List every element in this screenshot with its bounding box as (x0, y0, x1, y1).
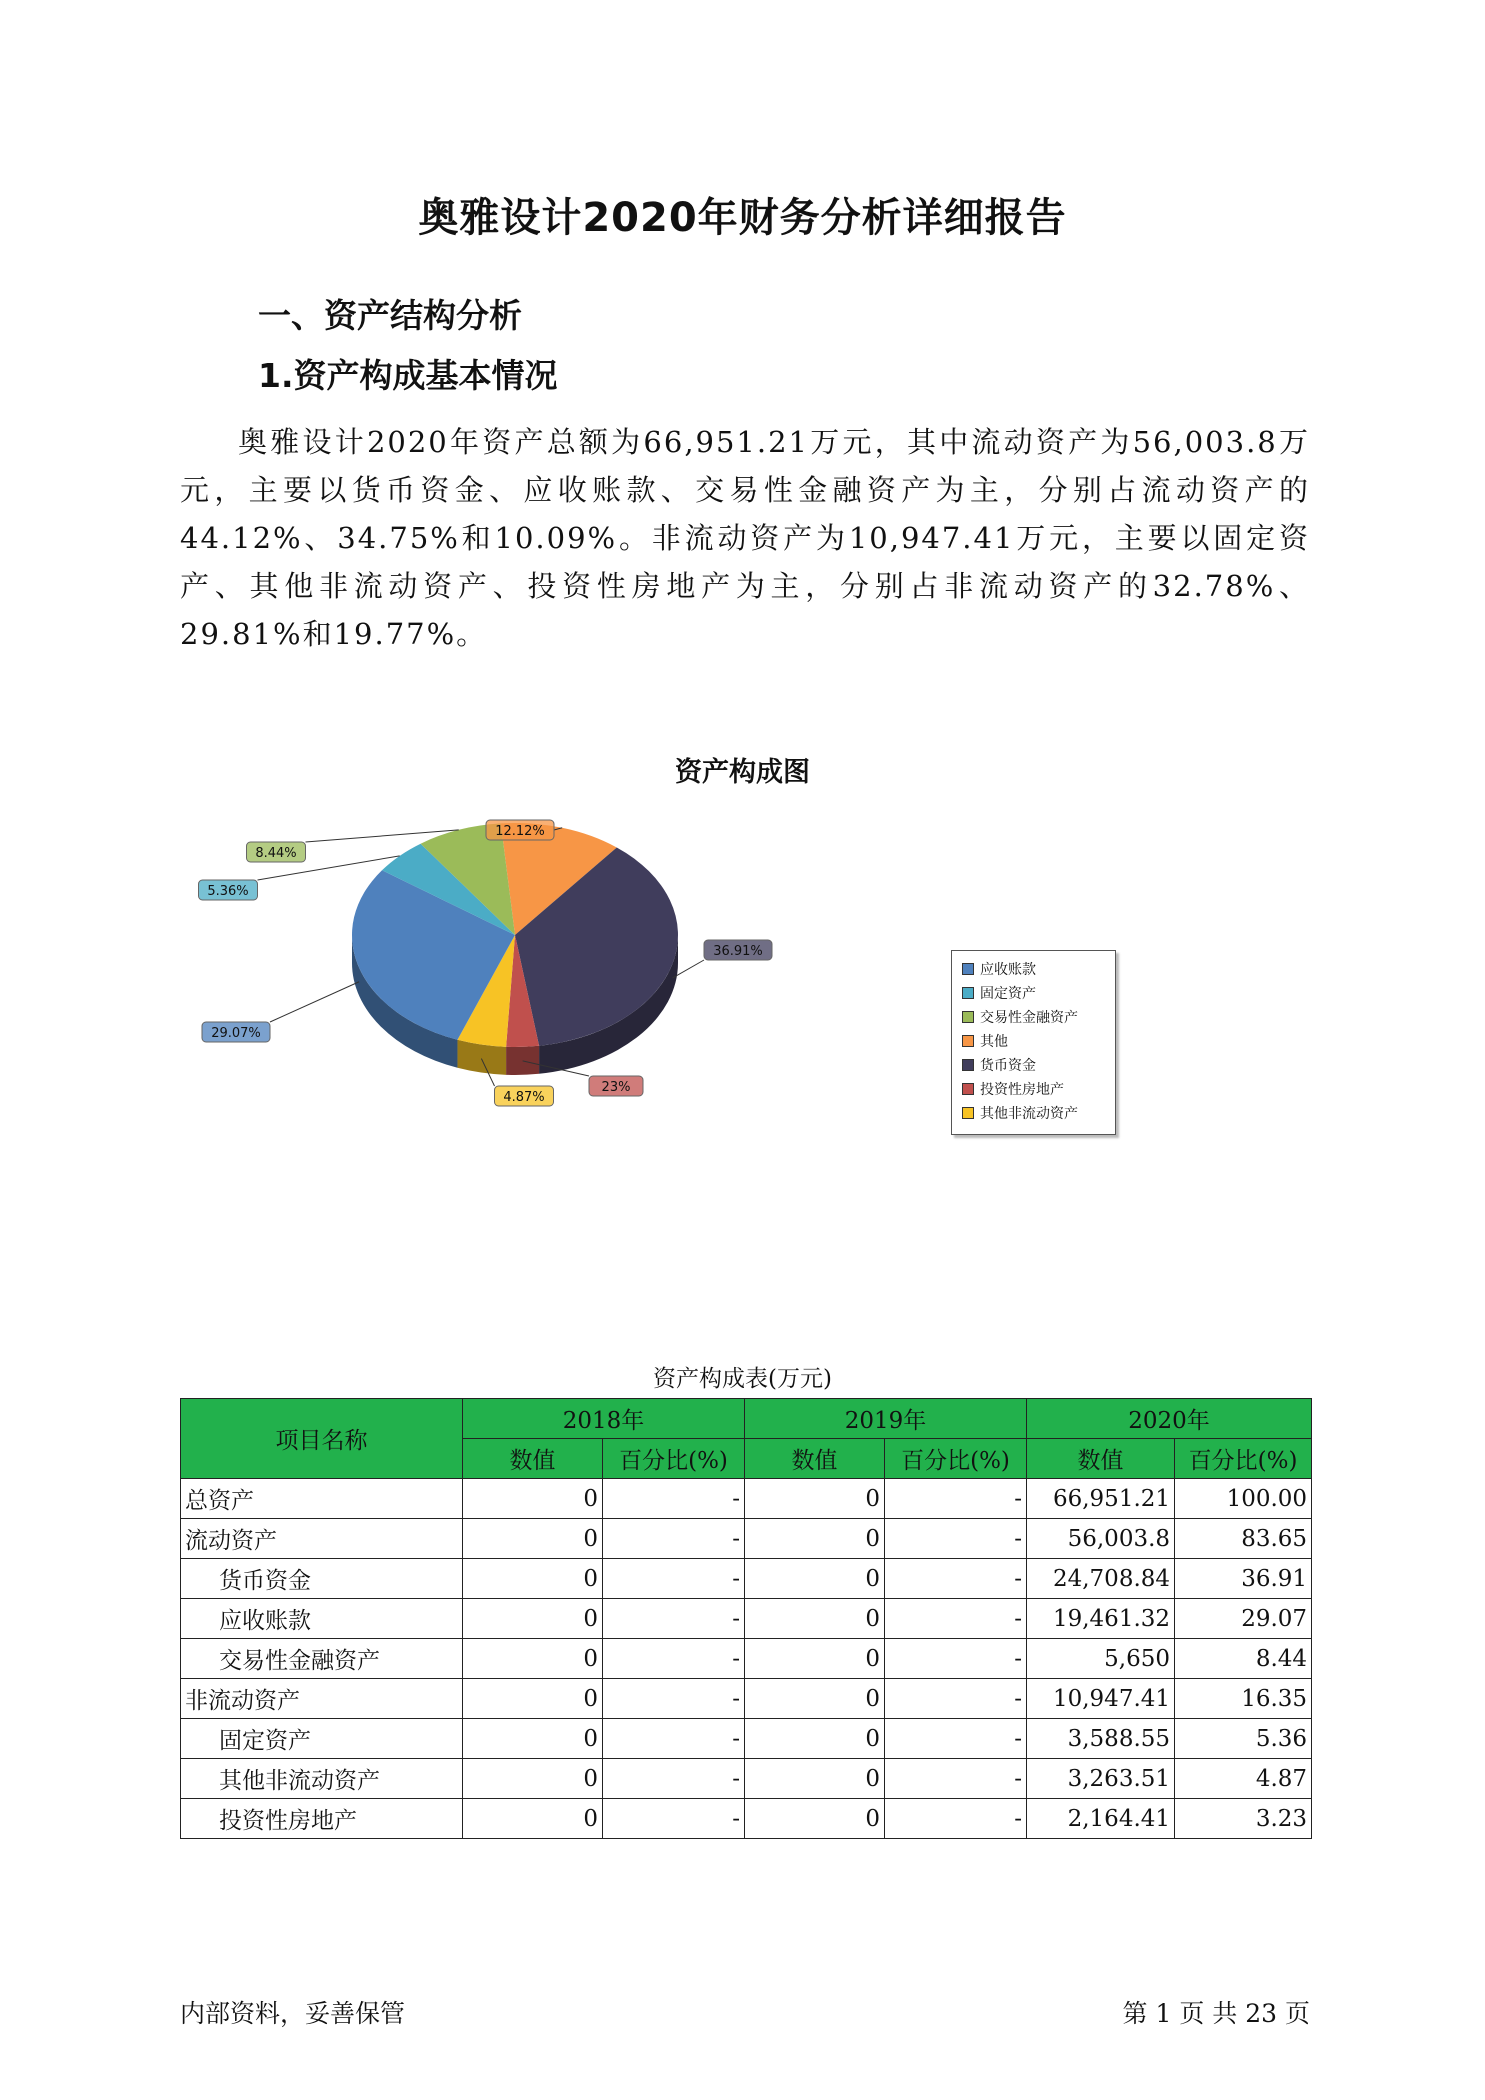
legend-swatch (962, 1035, 974, 1047)
legend-item (962, 1077, 1115, 1101)
section-heading: 一、资产结构分析 (258, 296, 522, 335)
cell-v2018: 0 (463, 1599, 603, 1639)
cell-v2018: 0 (463, 1679, 603, 1719)
legend-item (962, 1101, 1115, 1125)
cell-p2019: - (885, 1479, 1027, 1519)
cell-p2020: 29.07 (1175, 1599, 1312, 1639)
cell-v2019: 0 (745, 1759, 885, 1799)
legend-label: 货币资金 (980, 1058, 1036, 1074)
row-label: 应收账款 (181, 1599, 463, 1639)
table-row (181, 1519, 1312, 1559)
table-row (181, 1599, 1312, 1639)
legend-item (962, 981, 1115, 1005)
header-year-2020: 2020年 (1027, 1399, 1312, 1439)
data-label: 12.12% (495, 824, 545, 839)
cell-p2020: 16.35 (1175, 1679, 1312, 1719)
legend-swatch (962, 1083, 974, 1095)
cell-p2019: - (885, 1639, 1027, 1679)
legend-label: 应收账款 (980, 962, 1036, 978)
cell-p2018: - (603, 1559, 745, 1599)
cell-v2018: 0 (463, 1799, 603, 1839)
cell-v2019: 0 (745, 1639, 885, 1679)
footer-page-number: 第 1 页 共 23 页 (1122, 1999, 1310, 2028)
legend-swatch (962, 1059, 974, 1071)
legend-swatch (962, 1107, 974, 1119)
data-label: 4.87% (503, 1090, 545, 1105)
table-row (181, 1799, 1312, 1839)
cell-v2020: 56,003.8 (1027, 1519, 1175, 1559)
cell-p2019: - (885, 1759, 1027, 1799)
asset-table (180, 1398, 1312, 1839)
table-row (181, 1719, 1312, 1759)
cell-p2018: - (603, 1479, 745, 1519)
asset-pie-chart (180, 790, 1320, 1170)
cell-p2019: - (885, 1719, 1027, 1759)
header-item-name: 项目名称 (181, 1399, 463, 1479)
cell-v2020: 2,164.41 (1027, 1799, 1175, 1839)
cell-v2019: 0 (745, 1479, 885, 1519)
cell-p2018: - (603, 1719, 745, 1759)
cell-v2018: 0 (463, 1759, 603, 1799)
data-label: 29.07% (211, 1026, 261, 1041)
cell-p2018: - (603, 1759, 745, 1799)
row-label: 总资产 (181, 1479, 463, 1519)
pie-slice-side (506, 1046, 539, 1075)
header-year-2019: 2019年 (745, 1399, 1027, 1439)
cell-v2018: 0 (463, 1639, 603, 1679)
cell-p2019: - (885, 1679, 1027, 1719)
legend-item (962, 1029, 1115, 1053)
chart-title: 资产构成图 (675, 757, 810, 788)
page-title: 奥雅设计2020年财务分析详细报告 (418, 195, 1067, 241)
row-label: 交易性金融资产 (181, 1639, 463, 1679)
cell-v2019: 0 (745, 1519, 885, 1559)
cell-v2018: 0 (463, 1479, 603, 1519)
legend-label: 投资性房地产 (980, 1082, 1064, 1098)
legend-label: 固定资产 (980, 986, 1036, 1002)
header-percent: 百分比(%) (1175, 1439, 1312, 1479)
table-caption: 资产构成表(万元) (653, 1366, 832, 1392)
legend-item (962, 957, 1115, 981)
cell-v2018: 0 (463, 1559, 603, 1599)
cell-p2018: - (603, 1679, 745, 1719)
cell-p2020: 5.36 (1175, 1719, 1312, 1759)
legend-swatch (962, 1011, 974, 1023)
row-label: 投资性房地产 (181, 1799, 463, 1839)
cell-v2020: 66,951.21 (1027, 1479, 1175, 1519)
cell-p2020: 36.91 (1175, 1559, 1312, 1599)
cell-p2019: - (885, 1799, 1027, 1839)
cell-p2018: - (603, 1519, 745, 1559)
legend-label: 其他 (980, 1034, 1008, 1050)
header-percent: 百分比(%) (885, 1439, 1027, 1479)
cell-v2020: 19,461.32 (1027, 1599, 1175, 1639)
cell-p2020: 83.65 (1175, 1519, 1312, 1559)
table-row (181, 1679, 1312, 1719)
legend-swatch (962, 963, 974, 975)
legend-item (962, 1005, 1115, 1029)
header-value: 数值 (1027, 1439, 1175, 1479)
table-row (181, 1479, 1312, 1519)
data-label: 8.44% (255, 846, 297, 861)
cell-v2018: 0 (463, 1719, 603, 1759)
cell-p2018: - (603, 1639, 745, 1679)
header-value: 数值 (745, 1439, 885, 1479)
summary-paragraph: 奥雅设计2020年资产总额为66,951.21万元，其中流动资产为56,003.8万元，主要以货币资金、应收账款、交易性金融资产为主，分别占流动资产的44.12%、34.75%和10.09%。非流动资产为10,947.41万元，主要以固定资产、其他非流动资产、投资性房地产为主，分别占非流动资产的32.78%、29.81%和19.77%。 (180, 425, 1310, 651)
data-label-leader (270, 982, 359, 1022)
cell-v2019: 0 (745, 1679, 885, 1719)
cell-v2018: 0 (463, 1519, 603, 1559)
cell-p2020: 100.00 (1175, 1479, 1312, 1519)
cell-p2018: - (603, 1799, 745, 1839)
cell-v2020: 5,650 (1027, 1639, 1175, 1679)
chart-legend (951, 950, 1116, 1135)
header-percent: 百分比(%) (603, 1439, 745, 1479)
row-label: 其他非流动资产 (181, 1759, 463, 1799)
row-label: 流动资产 (181, 1519, 463, 1559)
cell-p2019: - (885, 1519, 1027, 1559)
cell-p2020: 3.23 (1175, 1799, 1312, 1839)
row-label: 固定资产 (181, 1719, 463, 1759)
data-label: 5.36% (207, 884, 249, 899)
cell-v2019: 0 (745, 1719, 885, 1759)
cell-p2020: 4.87 (1175, 1759, 1312, 1799)
cell-v2019: 0 (745, 1799, 885, 1839)
cell-p2018: - (603, 1599, 745, 1639)
legend-label: 其他非流动资产 (980, 1106, 1078, 1122)
footer-confidential-note: 内部资料，妥善保管 (180, 1999, 406, 2028)
cell-v2020: 24,708.84 (1027, 1559, 1175, 1599)
header-year-2018: 2018年 (463, 1399, 745, 1439)
cell-v2019: 0 (745, 1599, 885, 1639)
table-row (181, 1639, 1312, 1679)
data-label: 23% (601, 1080, 631, 1095)
header-value: 数值 (463, 1439, 603, 1479)
cell-v2020: 3,263.51 (1027, 1759, 1175, 1799)
row-label: 货币资金 (181, 1559, 463, 1599)
cell-p2019: - (885, 1599, 1027, 1639)
cell-v2019: 0 (745, 1559, 885, 1599)
cell-p2019: - (885, 1559, 1027, 1599)
legend-swatch (962, 987, 974, 999)
cell-v2020: 3,588.55 (1027, 1719, 1175, 1759)
legend-item (962, 1053, 1115, 1077)
table-row (181, 1759, 1312, 1799)
table-row (181, 1559, 1312, 1599)
row-label: 非流动资产 (181, 1679, 463, 1719)
cell-p2020: 8.44 (1175, 1639, 1312, 1679)
data-label: 36.91% (713, 944, 763, 959)
subsection-heading: 1.资产构成基本情况 (258, 356, 558, 395)
legend-label: 交易性金融资产 (980, 1010, 1078, 1026)
cell-v2020: 10,947.41 (1027, 1679, 1175, 1719)
